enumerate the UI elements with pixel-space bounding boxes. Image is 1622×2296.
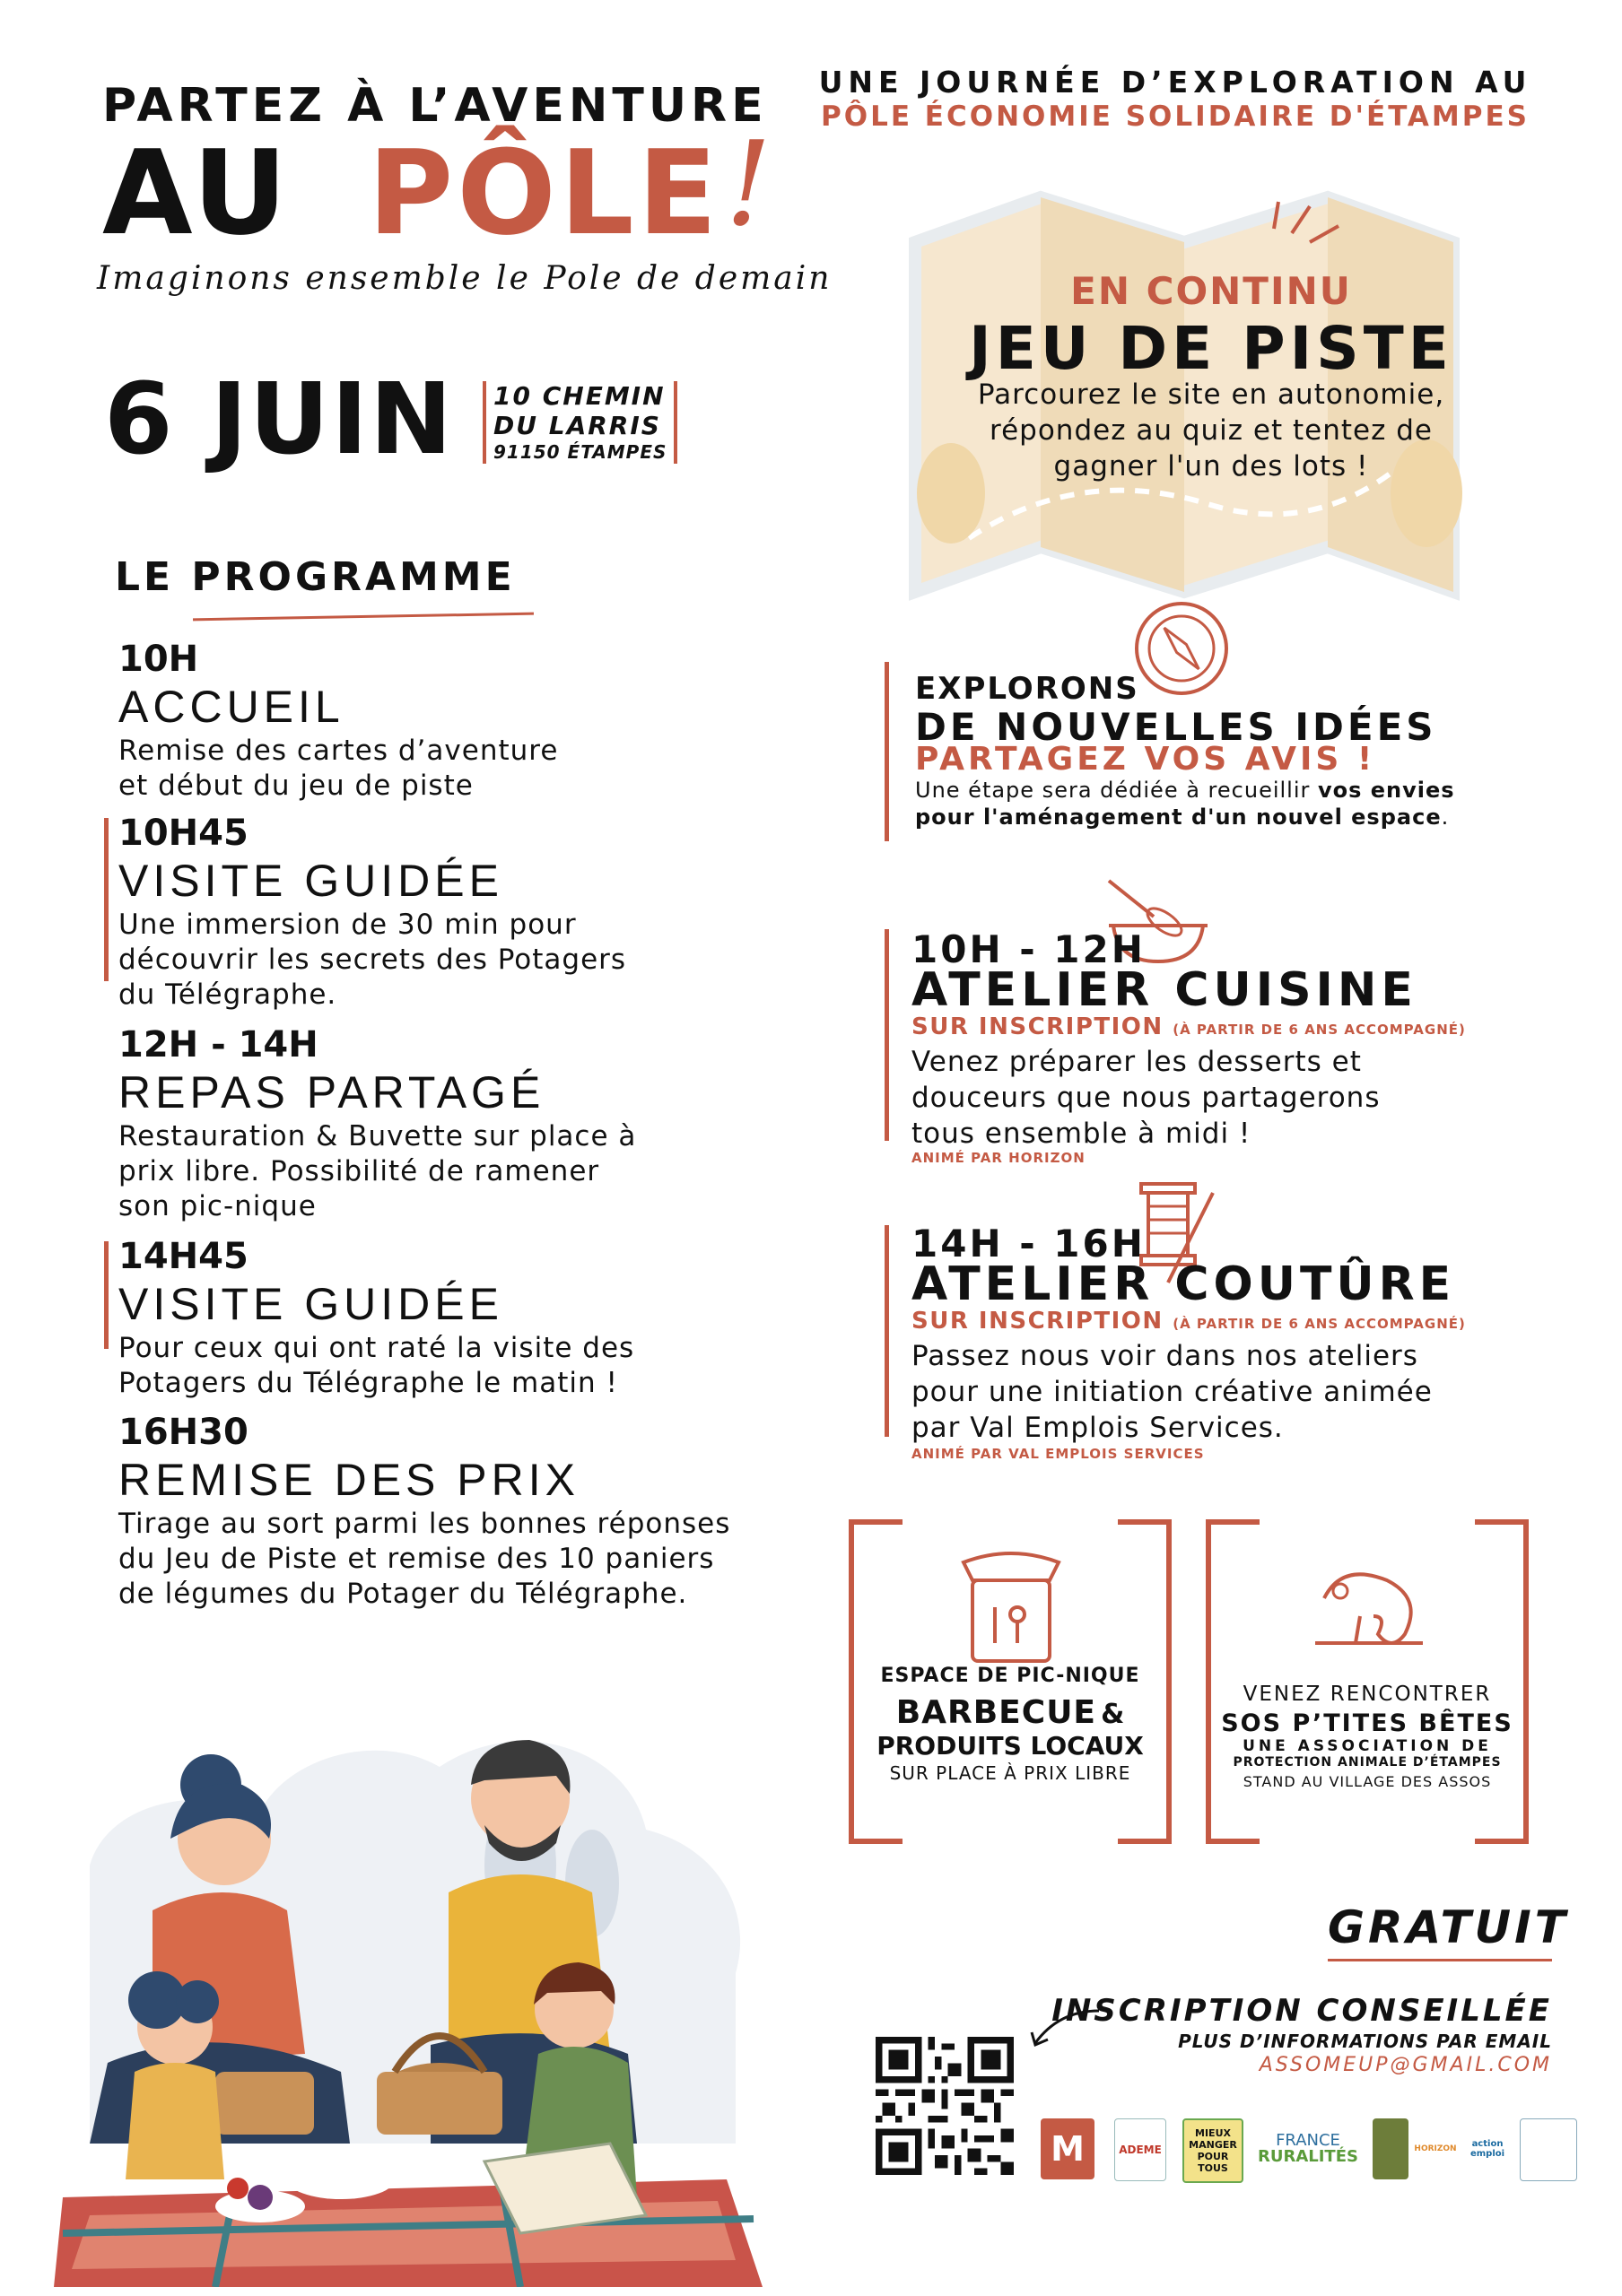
animals-box	[1206, 1519, 1529, 1844]
headline-exclamation: !	[725, 116, 772, 252]
kicker: PARTEZ À L’AVENTURE	[102, 79, 768, 133]
logo-text: MIEUX	[1195, 2127, 1231, 2139]
programme-item-title: ACCUEIL	[118, 682, 344, 732]
address-line: 91150 ÉTAMPES	[493, 441, 667, 463]
address-line: DU LARRIS	[493, 411, 661, 440]
logo-text: FRANCE	[1276, 2131, 1340, 2150]
logo-text: MANGER	[1189, 2139, 1237, 2151]
atelier-inscription-text: SUR INSCRIPTION	[911, 1308, 1164, 1335]
picnic-box	[849, 1519, 1172, 1844]
programme-item-desc: Restauration & Buvette sur place à prix libre. Possibilité de ramener son pic-nique	[118, 1120, 637, 1222]
inscription-label: INSCRIPTION CONSEILLÉE	[1051, 1993, 1552, 2029]
programme-item-desc: Remise des cartes d’aventure et début du jeu de piste	[118, 735, 559, 802]
qr-code[interactable]	[876, 2034, 1014, 2178]
picnic-line1: ESPACE DE PIC-NIQUE	[880, 1665, 1140, 1687]
atelier-time: 10H - 12H	[911, 927, 1146, 971]
headline-pole: PÔLE	[368, 125, 721, 261]
explorons-line2: DE NOUVELLES IDÉES	[915, 705, 1437, 749]
continu-title: JEU DE PISTE	[969, 314, 1453, 383]
programme-item-title: REPAS PARTAGÉ	[118, 1067, 545, 1118]
programme-time: 16H30	[118, 1412, 249, 1453]
continu-label: EN CONTINU	[1070, 269, 1352, 313]
programme-item	[118, 813, 746, 1013]
programme-item	[118, 1024, 746, 1224]
programme-item-desc: Tirage au sort parmi les bonnes réponses du Jeu de Piste et remise des 10 paniers de légumes du Potager du Télégraphe.	[118, 1508, 731, 1610]
logo-text: POUR TOUS	[1197, 2151, 1229, 2174]
explorons-desc-text: .	[1441, 804, 1450, 830]
partner-logo-horizon: HORIZON	[1414, 2144, 1457, 2153]
more-info-label: PLUS D’INFORMATIONS PAR EMAIL	[1178, 2031, 1552, 2052]
programme-time: 14H45	[118, 1236, 249, 1277]
arrow-icon	[1023, 2002, 1103, 2056]
partner-logo-france-ruralites	[1254, 2118, 1362, 2179]
free-label: GRATUIT	[1328, 1901, 1569, 1953]
picnic-line2: BARBECUE	[895, 1694, 1097, 1731]
animals-line4: PROTECTION ANIMALE D’ÉTAMPES	[1233, 1755, 1502, 1770]
atelier-time: 14H - 16H	[911, 1222, 1146, 1265]
picnic-amp: &	[1101, 1699, 1125, 1730]
atelier-desc: Passez nous voir dans nos ateliers pour une initiation créative animée par Val Emplois Services.	[911, 1340, 1433, 1444]
accent-bar	[885, 1225, 889, 1437]
programme-item-title: VISITE GUIDÉE	[118, 856, 503, 906]
headline-au: AU	[102, 125, 292, 261]
animals-line3: UNE ASSOCIATION DE	[1243, 1737, 1492, 1755]
event-date: 6 JUIN	[104, 361, 455, 476]
atelier-inscription-text: SUR INSCRIPTION	[911, 1013, 1164, 1040]
programme-item-title: VISITE GUIDÉE	[118, 1279, 503, 1329]
chameleon-icon	[1306, 1544, 1432, 1670]
tagline: Imaginons ensemble le Pole de demain	[97, 260, 833, 297]
explorons-desc-bold: vos envies	[1318, 778, 1455, 803]
programme-item	[118, 1236, 746, 1401]
partner-logo-mieux-manger	[1182, 2118, 1243, 2183]
programme-time: 10H45	[118, 813, 249, 854]
title-underline	[193, 613, 534, 622]
explorons-desc-text: Une étape sera dédiée à recueillir	[915, 778, 1318, 803]
accent-bar	[885, 662, 889, 841]
logo-text: ADEME	[1119, 2144, 1162, 2156]
animals-line5: STAND AU VILLAGE DES ASSOS	[1243, 1773, 1492, 1790]
free-underline	[1328, 1959, 1552, 1961]
accent-bar	[104, 818, 109, 981]
continu-desc: Parcourez le site en autonomie, répondez au quiz et tentez de gagner l'un des lots !	[977, 378, 1445, 483]
programme-item-desc: Une immersion de 30 min pour découvrir les secrets des Potagers du Télégraphe.	[118, 909, 627, 1011]
picnic-line4: SUR PLACE À PRIX LIBRE	[889, 1762, 1131, 1784]
compass-icon	[1132, 599, 1231, 698]
partner-logo-ademe	[1114, 2118, 1166, 2181]
partner-logo-action-emploi: action emploi	[1469, 2139, 1505, 2159]
atelier-title: ATELIER CUISINE	[911, 963, 1417, 1017]
explorons-desc-bold: pour l'aménagement d'un nouvel espace	[915, 804, 1442, 830]
right-header-line1: UNE JOURNÉE D’EXPLORATION AU	[818, 65, 1532, 100]
picnic-line3: PRODUITS LOCAUX	[876, 1731, 1144, 1761]
animals-line1: VENEZ RENCONTRER	[1243, 1683, 1492, 1706]
event-address	[483, 381, 677, 464]
programme-time: 10H	[118, 639, 199, 680]
explorons-desc	[915, 777, 1471, 831]
accent-bar	[104, 1241, 109, 1349]
programme-item	[118, 639, 746, 804]
programme-item	[118, 1412, 746, 1612]
partner-logo-manufacture	[1520, 2118, 1577, 2181]
atelier-age: (À PARTIR DE 6 ANS ACCOMPAGNÉ)	[1173, 1316, 1466, 1332]
programme-title: LE PROGRAMME	[115, 554, 516, 600]
programme-item-desc: Pour ceux qui ont raté la visite des Potagers du Télégraphe le matin !	[118, 1332, 635, 1399]
partner-logo-potagers	[1373, 2118, 1408, 2179]
partner-logo-m: M	[1041, 2118, 1094, 2179]
atelier-inscription	[911, 1308, 1466, 1335]
atelier-inscription	[911, 1013, 1466, 1040]
address-line: 10 CHEMIN	[493, 381, 666, 411]
atelier-animator: ANIMÉ PAR VAL EMPLOIS SERVICES	[911, 1446, 1205, 1462]
explorons-line1: EXPLORONS	[915, 671, 1139, 707]
right-header-line2: PÔLE ÉCONOMIE SOLIDAIRE D'ÉTAMPES	[821, 100, 1530, 133]
animals-line2: SOS P’TITES BÊTES	[1221, 1709, 1513, 1737]
programme-item-title: REMISE DES PRIX	[118, 1455, 580, 1505]
atelier-animator: ANIMÉ PAR HORIZON	[911, 1150, 1086, 1166]
logo-text: RURALITÉS	[1258, 2147, 1358, 2166]
explorons-line3: PARTAGEZ VOS AVIS !	[915, 741, 1376, 778]
atelier-age: (À PARTIR DE 6 ANS ACCOMPAGNÉ)	[1173, 1022, 1466, 1038]
contact-email[interactable]: ASSOMEUP@GMAIL.COM	[1259, 2054, 1552, 2076]
programme-time: 12H - 14H	[118, 1024, 318, 1065]
atelier-title: ATELIER COUTÛRE	[911, 1257, 1456, 1311]
picnic-bag-icon	[955, 1544, 1068, 1670]
atelier-desc: Venez préparer les desserts et douceurs que nous partagerons tous ensemble à midi !	[911, 1046, 1381, 1150]
accent-bar	[885, 929, 889, 1141]
picnic-family-illustration	[54, 1677, 772, 2287]
